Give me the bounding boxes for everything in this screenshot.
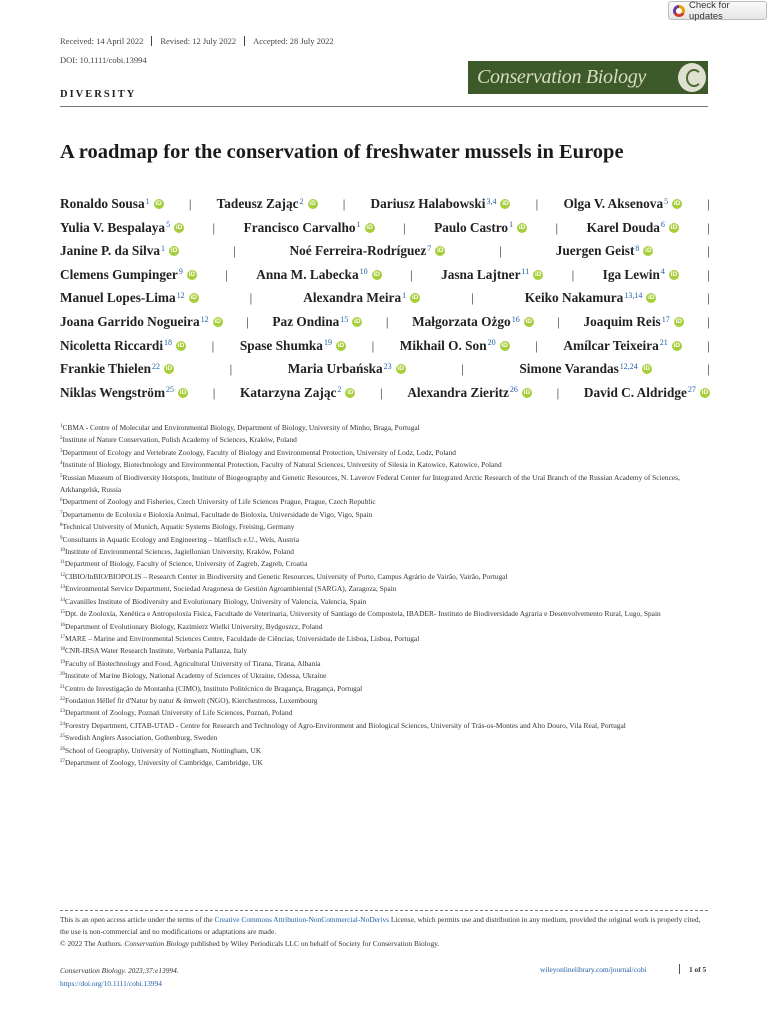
affiliation-text: Department of Zoology and Fisheries, Czech University of Life Sciences Prague, Prague, Czech Republic	[62, 497, 376, 507]
author-line	[60, 267, 710, 283]
affiliation-number: 14	[60, 597, 65, 603]
affiliation-number: 17	[60, 634, 65, 640]
affiliation-item	[60, 459, 710, 471]
orcid-icon[interactable]: iD	[673, 341, 681, 349]
affiliation-text: Environmental Service Department, Sociedad Aragonesa de Gestión Agroambiental (SARGA), Zaragoza, Spain	[65, 584, 397, 594]
author-separator: |	[707, 314, 710, 329]
author-affiliation-ref[interactable]: 21	[659, 338, 668, 348]
author-line	[60, 338, 710, 354]
orcid-icon[interactable]: iD	[354, 318, 361, 325]
affiliation-number: 6	[60, 498, 63, 504]
author-separator: |	[707, 266, 710, 282]
author-affiliation-ref[interactable]: 22	[152, 361, 160, 371]
affiliation-text: Department of Evolutionary Biology, Kazimierz Wielki University, Bydgoszcz, Poland	[65, 621, 323, 631]
affiliation-number: 8	[60, 523, 63, 529]
author	[407, 385, 532, 401]
affiliation-number: 15	[60, 610, 65, 616]
affiliation-text: Technical University of Munich, Aquatic Systems Biology, Freising, Germany	[62, 522, 295, 532]
affiliation-number: 18	[60, 647, 65, 653]
author-separator: |	[707, 290, 710, 306]
affiliation-number: 10	[60, 548, 65, 554]
author-affiliation-ref[interactable]: 6	[660, 220, 665, 230]
author-line	[60, 385, 710, 401]
affiliation-text: Department of Ecology and Vertebrate Zoology, Faculty of Biology and Environmental Protection, University of Lodz, Lodz, Poland	[62, 447, 456, 457]
affiliation-item	[60, 509, 710, 521]
author-separator: |	[410, 266, 413, 282]
orcid-icon[interactable]: iD	[502, 200, 509, 207]
author-separator: |	[232, 243, 236, 259]
author	[60, 361, 174, 377]
author-separator: |	[246, 314, 249, 329]
orcid-icon[interactable]: iD	[643, 365, 651, 373]
page-divider	[679, 964, 680, 974]
affiliation-item	[60, 571, 710, 583]
footer-divider	[60, 910, 708, 911]
author-line	[60, 243, 710, 259]
author-name: Yulia V. Bespalaya	[60, 219, 166, 235]
affiliation-text: Russian Museum of Biodiversity Hotspots, Institute of Biogeography and Genetic Resources, N. Laverov Federal Center for Integrated Arctic Research of the Ural Branch of the Russian Academy of Sciences, Arkhangelsk, Russia	[60, 472, 680, 495]
orcid-icon[interactable]: iD	[165, 365, 173, 373]
author-line	[60, 220, 710, 236]
affiliation-number: 4	[60, 461, 63, 467]
affiliation-item	[60, 447, 710, 459]
author-name: Alexandra Zieritz	[407, 384, 509, 400]
author	[240, 385, 355, 401]
affiliation-number: 7	[60, 510, 63, 516]
license-notice	[60, 914, 710, 950]
author	[240, 338, 346, 354]
author-separator: |	[403, 219, 406, 235]
author-name: Tadeusz Zając	[216, 196, 299, 211]
affiliation-text: Institute of Nature Conservation, Polish Academy of Sciences, Kraków, Poland	[62, 435, 297, 445]
orcid-icon[interactable]: iD	[534, 270, 542, 278]
author-name: Joana Garrido Nogueira	[60, 314, 200, 329]
author-name: Amílcar Teixeira	[563, 337, 659, 353]
orcid-icon[interactable]: iD	[347, 388, 354, 396]
affiliation-item	[60, 745, 710, 757]
author-name: Janine P. da Silva	[60, 243, 161, 259]
affiliation-item	[60, 621, 710, 633]
journal-logo-text: Conservation Biology	[477, 66, 646, 88]
author-affiliation-ref[interactable]: 2	[299, 196, 304, 206]
affiliation-item	[60, 645, 710, 657]
citation: Conservation Biology. 2023;37:e13994.	[60, 966, 179, 975]
author-affiliation-ref[interactable]: 26	[509, 385, 518, 395]
author	[60, 220, 184, 236]
affiliation-item	[60, 422, 710, 434]
author-name: Simone Varandas	[519, 361, 619, 377]
author	[584, 385, 710, 401]
author-name: Frankie Thielen	[60, 361, 151, 377]
accepted-date: Accepted: 28 July 2022	[244, 36, 342, 46]
affiliation-text: Departamento de Ecoloxía e Bioloxía Animal, Facultade de Bioloxía, Universidade de Vigo, Vigo, Spain	[62, 509, 373, 519]
orcid-icon[interactable]: iD	[675, 318, 682, 325]
copyright-journal: Conservation Biology	[124, 939, 190, 948]
author-name: Olga V. Aksenova	[563, 196, 664, 211]
author-separator: |	[499, 243, 502, 259]
author-affiliation-ref[interactable]: 12	[176, 290, 185, 300]
affiliation-number: 16	[60, 622, 65, 628]
author	[60, 338, 186, 354]
author-name: Ronaldo Sousa	[60, 196, 145, 211]
author-separator: |	[535, 337, 538, 353]
author-name: Małgorzata Ożgo	[412, 314, 511, 329]
affiliation-number: 24	[60, 721, 65, 727]
author	[563, 196, 682, 212]
orcid-icon[interactable]: iD	[436, 247, 444, 255]
author-separator: |	[371, 337, 375, 353]
orcid-icon[interactable]: iD	[518, 223, 526, 231]
orcid-icon[interactable]: iD	[177, 341, 185, 349]
author	[60, 196, 164, 212]
author-separator: |	[461, 361, 464, 377]
author	[244, 220, 375, 236]
author-name: Iga Lewin	[602, 266, 660, 282]
author-name: Karel Douda	[586, 219, 660, 235]
affiliation-item	[60, 521, 710, 533]
author-separator: |	[471, 290, 474, 306]
orcid-icon[interactable]: iD	[523, 388, 531, 396]
author-affiliation-ref[interactable]: 5	[664, 196, 669, 206]
affiliation-number: 22	[60, 696, 65, 702]
author-separator: |	[707, 243, 710, 259]
affiliation-item	[60, 670, 710, 682]
author-name: Jasna Lajtner	[441, 266, 521, 282]
author-affiliation-ref[interactable]: 18	[164, 338, 173, 348]
affiliation-text: Cavanilles Institute of Biodiversity and Evolutionary Biology, University of Valencia, Valencia, Spain	[65, 596, 367, 606]
orcid-icon[interactable]: iD	[188, 270, 196, 278]
license-text: This is an open access article under the terms of the	[60, 915, 215, 924]
author-affiliation-ref[interactable]: 8	[635, 243, 640, 253]
affiliation-number: 11	[60, 560, 65, 566]
journal-emblem-icon	[678, 63, 706, 92]
author-name: Clemens Gumpinger	[60, 266, 178, 282]
affiliation-item	[60, 683, 710, 695]
author	[60, 314, 223, 330]
affiliation-text: School of Geography, University of Nottingham, Nottingham, UK	[65, 745, 262, 755]
affiliation-list	[60, 422, 710, 769]
affiliation-number: 20	[60, 672, 65, 678]
author-affiliation-ref[interactable]: 20	[487, 338, 496, 348]
author	[290, 243, 446, 259]
author-affiliation-ref[interactable]: 15	[340, 314, 349, 324]
author	[60, 385, 188, 401]
author-name: Dariusz Halabowski	[370, 196, 486, 211]
affiliation-text: Department of Zoology, Poznań University of Life Sciences, Poznań, Poland	[65, 708, 293, 718]
orcid-icon[interactable]: iD	[155, 200, 162, 207]
orcid-icon[interactable]: iD	[648, 294, 655, 302]
affiliation-item	[60, 720, 710, 732]
affiliation-text: Fondation Hëllef fir d'Natur by natur & ëmwelt (NGO), Kierchestrooss, Luxembourg	[65, 695, 318, 705]
author-line	[60, 290, 710, 306]
author	[60, 243, 179, 259]
author-name: Juergen Geist	[555, 243, 635, 259]
author-name: Paz Ondina	[272, 314, 340, 329]
author-affiliation-ref[interactable]: 1	[145, 196, 150, 206]
author	[434, 220, 527, 236]
check-for-updates-label: Check for updates	[688, 0, 730, 22]
author	[60, 290, 199, 306]
affiliation-text: Institute of Environmental Sciences, Jagiellonian University, Kraków, Poland	[65, 547, 294, 557]
author-affiliation-ref[interactable]: 4	[660, 267, 665, 277]
author-name: Nicoletta Riccardi	[60, 337, 164, 353]
author	[412, 314, 534, 330]
orcid-icon[interactable]: iD	[170, 247, 178, 255]
author	[60, 267, 197, 283]
orcid-icon[interactable]: iD	[309, 200, 316, 207]
author-affiliation-ref[interactable]: 17	[661, 314, 670, 324]
author-separator: |	[555, 219, 559, 235]
author	[587, 220, 679, 236]
author	[371, 196, 511, 212]
article-doi: DOI: 10.1111/cobi.13994	[60, 55, 147, 65]
author-name: Noé Ferreira-Rodríguez	[289, 243, 427, 259]
revised-date: Revised: 12 July 2022	[151, 36, 244, 46]
affiliation-number: 19	[60, 659, 65, 665]
author-separator: |	[535, 196, 539, 211]
author-name: Katarzyna Zając	[239, 384, 337, 400]
affiliation-text: Consultants in Aquatic Ecology and Engineering – blattfisch e.U., Wels, Austria	[62, 534, 300, 544]
author-name: Anna M. Labecka	[256, 266, 359, 282]
affiliation-item	[60, 633, 710, 645]
author-name: Keiko Nakamura	[524, 290, 624, 306]
author-affiliation-ref[interactable]: 12	[200, 314, 209, 324]
author-affiliation-ref[interactable]: 23	[383, 361, 392, 371]
author-separator: |	[571, 266, 575, 282]
affiliation-item	[60, 558, 710, 570]
affiliation-text: Dpt. de Zooloxía, Xenética e Antropoloxía Física, Facultade de Veterinaria, University of Santiago de Compostela, IBADER- Instituto de Biodiversidade Agraria e Desenvolvemento Rural, Lugo, Spain	[65, 609, 661, 619]
orcid-icon[interactable]: iD	[373, 270, 380, 278]
author-affiliation-ref[interactable]: 16	[511, 314, 520, 324]
author-name: Francisco Carvalho	[243, 219, 356, 235]
author-separator: |	[385, 314, 389, 329]
author	[303, 290, 420, 306]
author-name: David C. Aldridge	[583, 384, 687, 400]
author-affiliation-ref[interactable]: 27	[687, 385, 696, 395]
author-separator: |	[212, 219, 216, 235]
affiliation-item	[60, 596, 710, 608]
affiliation-number: 1	[60, 424, 63, 429]
author-affiliation-ref[interactable]: 25	[166, 385, 175, 395]
affiliation-text: Department of Zoology, University of Cambridge, Cambridge, UK	[65, 757, 263, 767]
author	[288, 361, 406, 377]
orcid-icon[interactable]: iD	[397, 365, 404, 373]
author-affiliation-ref[interactable]: 1	[356, 220, 361, 230]
affiliation-text: Department of Biology, Faculty of Science, University of Zagreb, Zagreb, Croatia	[64, 559, 308, 569]
author-name: Spase Shumka	[239, 337, 323, 353]
check-for-updates-button[interactable]	[668, 1, 767, 20]
author-separator: |	[211, 337, 215, 353]
affiliation-text: Forestry Department, CITAB-UTAD - Centre for Research and Technology of Agro-Environment and Biological Sciences, University of Trás-os-Montes and Alto Douro, Vila Real, Portugal	[65, 720, 626, 730]
affiliation-item	[60, 434, 710, 446]
affiliation-number: 21	[60, 684, 65, 690]
author-name: Mikhail O. Son	[399, 337, 487, 353]
affiliation-number: 9	[60, 535, 63, 541]
affiliation-text: Institute of Biology, Biotechnology and Environmental Protection, Faculty of Natural Sciences, University of Silesia in Katowice, Katowice, Poland	[62, 460, 502, 470]
affiliation-text: CBMA - Centre of Molecular and Environmental Biology, Department of Biology, University of Minho, Braga, Portugal	[62, 423, 420, 432]
affiliation-number: 2	[60, 436, 63, 442]
affiliation-number: 23	[60, 709, 65, 715]
author	[217, 196, 318, 212]
author-name: Alexandra Meira	[303, 290, 402, 306]
author-separator: |	[212, 384, 216, 400]
author	[519, 361, 651, 377]
affiliation-item	[60, 496, 710, 508]
author-name: Manuel Lopes-Lima	[60, 290, 176, 306]
section-label: DIVERSITY	[60, 89, 137, 100]
author	[272, 314, 362, 330]
header-divider	[60, 106, 708, 107]
orcid-icon[interactable]: iD	[670, 270, 678, 278]
orcid-icon[interactable]: iD	[670, 223, 678, 231]
orcid-icon[interactable]: iD	[179, 388, 187, 396]
author-separator: |	[249, 290, 253, 306]
affiliation-item	[60, 583, 710, 595]
affiliation-number: 3	[60, 448, 63, 454]
received-date: Received: 14 April 2022	[60, 36, 144, 46]
author	[525, 290, 657, 306]
affiliation-text: Institute of Marine Biology, National Academy of Sciences of Ukraine, Odessa, Ukraine	[65, 671, 327, 681]
author-affiliation-ref[interactable]: 7	[427, 243, 432, 253]
author-separator: |	[342, 196, 346, 211]
affiliation-text: MARE – Marine and Environmental Sciences Centre, Faculdade de Ciências, Universidade de Lisboa, Lisboa, Portugal	[65, 633, 420, 643]
affiliation-item	[60, 658, 710, 670]
author-separator: |	[707, 219, 710, 235]
author-affiliation-ref[interactable]: 11	[521, 267, 530, 277]
author-affiliation-ref[interactable]: 13,14	[624, 290, 643, 300]
orcid-icon[interactable]: iD	[525, 318, 532, 325]
author-separator: |	[229, 361, 233, 377]
affiliation-text: Swedish Anglers Association, Gothenburg, Sweden	[65, 733, 218, 743]
author-affiliation-ref[interactable]: 3,4	[486, 196, 497, 206]
orcid-icon[interactable]: iD	[366, 223, 373, 231]
author	[603, 267, 679, 283]
affiliation-text: Centro de Investigação de Montanha (CIMO), Instituto Politécnico de Bragança, Bragança, Portugal	[65, 683, 363, 693]
author-line	[60, 196, 710, 212]
page-number: 1 of 5	[689, 965, 707, 974]
affiliation-text: CIBIO/InBIO/BIOPOLIS – Research Center in Biodiversity and Genetic Resources, University of Porto, Campus Agrário de Vairão, Vairão, Portugal	[65, 571, 508, 581]
affiliation-item	[60, 472, 710, 497]
author-separator: |	[557, 314, 560, 329]
author	[256, 267, 381, 283]
crossmark-icon	[673, 5, 685, 17]
orcid-icon[interactable]: iD	[214, 318, 221, 325]
author-name: Joaquim Reis	[583, 314, 661, 329]
affiliation-text: Faculty of Biotechnology and Food, Agricultural University of Tirana, Tirana, Albania	[65, 658, 321, 668]
affiliation-item	[60, 732, 710, 744]
affiliation-number: 13	[60, 585, 65, 591]
affiliation-number: 5	[60, 473, 63, 479]
article-dates	[60, 36, 342, 46]
author-separator: |	[556, 384, 560, 400]
orcid-icon[interactable]: iD	[190, 294, 197, 302]
author-separator: |	[707, 361, 710, 377]
author-affiliation-ref[interactable]: 5	[166, 220, 171, 230]
orcid-icon[interactable]: iD	[673, 200, 681, 207]
orcid-icon[interactable]: iD	[411, 294, 419, 302]
affiliation-text: CNR-IRSA Water Research Institute, Verbania Pallanza, Italy	[65, 646, 248, 656]
author	[441, 267, 543, 283]
author-separator: |	[225, 266, 228, 282]
affiliation-item	[60, 707, 710, 719]
author	[563, 338, 681, 354]
author-affiliation-ref[interactable]: 10	[359, 267, 368, 277]
orcid-icon[interactable]: iD	[175, 223, 183, 231]
affiliation-number: 26	[60, 746, 65, 752]
author-separator: |	[707, 337, 710, 353]
affiliation-number: 27	[60, 758, 65, 764]
orcid-icon[interactable]: iD	[645, 247, 652, 255]
author-name: Paulo Castro	[434, 219, 509, 235]
affiliation-item	[60, 534, 710, 546]
author-separator: |	[380, 384, 383, 400]
copyright-text-cont: published by Wiley Periodicals LLC on behalf of Society for Conservation Biology.	[189, 939, 440, 948]
author	[583, 314, 683, 330]
author-affiliation-ref[interactable]: 12,24	[619, 361, 638, 371]
author-name: Maria Urbańska	[287, 361, 383, 377]
affiliation-number: 12	[60, 572, 65, 578]
author-affiliation-ref[interactable]: 1	[161, 243, 166, 253]
license-text-cont: License, which permits use and distribution in any medium, provided the original work is properly cited, the use is non-commercial and no modifications or adaptations are made.	[60, 915, 701, 936]
affiliation-number: 25	[60, 734, 65, 740]
author	[400, 338, 510, 354]
orcid-icon[interactable]: iD	[701, 388, 709, 396]
author-line	[60, 361, 710, 377]
copyright-text: © 2022 The Authors.	[60, 939, 125, 948]
article-title: A roadmap for the conservation of freshwater mussels in Europe	[60, 141, 624, 163]
affiliation-item	[60, 608, 710, 620]
author-affiliation-ref[interactable]: 19	[323, 338, 332, 348]
author-line	[60, 314, 710, 330]
journal-website-link[interactable]: wileyonlinelibrary.com/journal/cobi	[540, 965, 647, 974]
citation-block	[60, 965, 179, 990]
author-affiliation-ref[interactable]: 1	[509, 220, 514, 230]
orcid-icon[interactable]: iD	[337, 341, 345, 349]
author-affiliation-ref[interactable]: 2	[337, 385, 342, 395]
doi-link[interactable]: https://doi.org/10.1111/cobi.13994	[60, 978, 162, 988]
author-affiliation-ref[interactable]: 1	[402, 290, 407, 300]
affiliation-item	[60, 757, 710, 769]
author	[556, 243, 654, 259]
orcid-icon[interactable]: iD	[501, 341, 508, 349]
author-name: Niklas Wengström	[60, 384, 166, 400]
author-separator: |	[188, 196, 192, 211]
license-link[interactable]: Creative Commons Attribution-NonCommercial-NoDerivs	[214, 915, 390, 924]
author-affiliation-ref[interactable]: 9	[178, 267, 183, 277]
affiliation-item	[60, 546, 710, 558]
journal-logo	[468, 61, 708, 94]
author-separator: |	[707, 196, 710, 211]
affiliation-item	[60, 695, 710, 707]
